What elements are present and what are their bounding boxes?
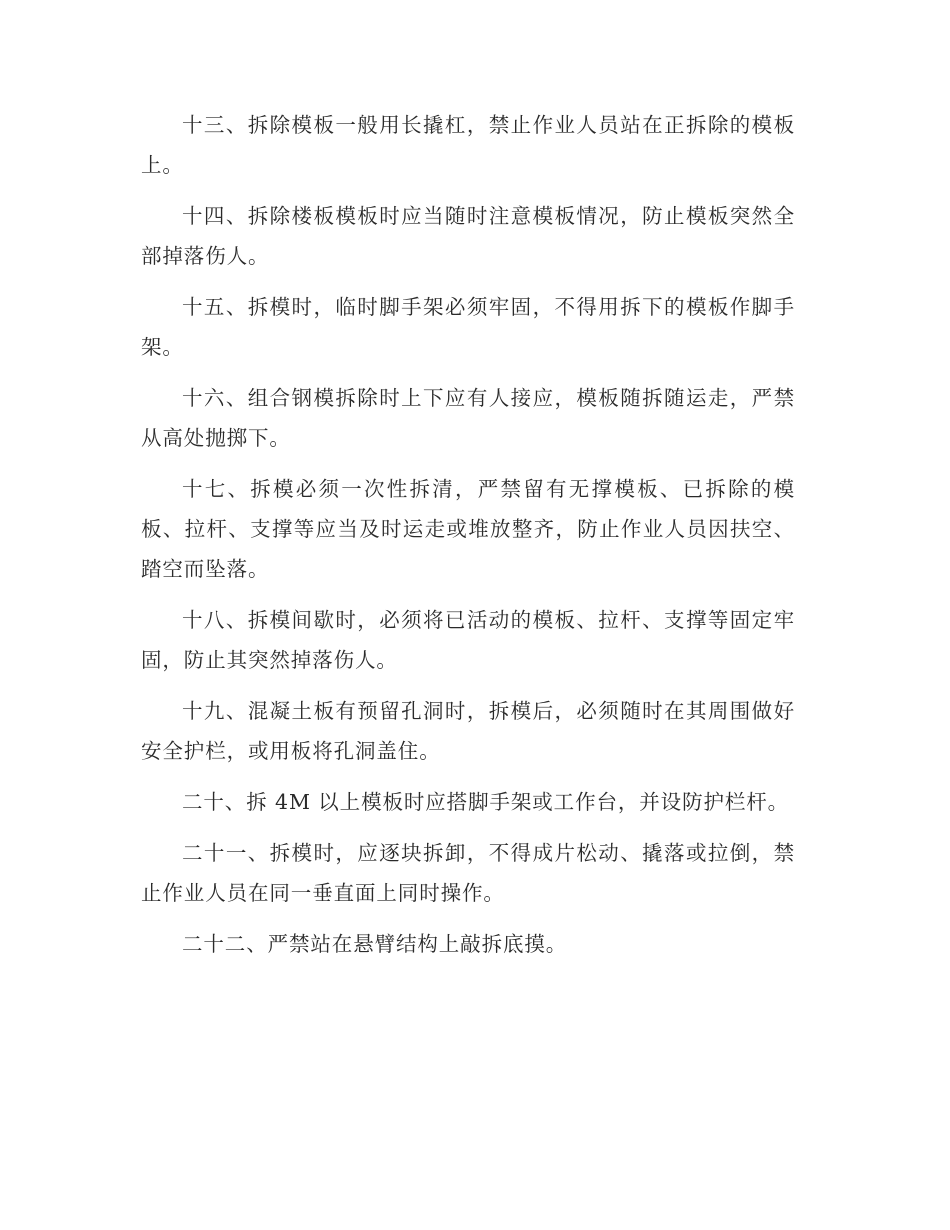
- paragraph-21: 二十一、拆模时，应逐块拆卸，不得成片松动、撬落或拉倒，禁止作业人员在同一垂直面上同时操作。: [141, 841, 795, 905]
- paragraph-22: 二十二、严禁站在悬臂结构上敲拆底摸。: [182, 932, 568, 956]
- paragraph-16: 十六、组合钢模拆除时上下应有人接应，模板随拆随运走，严禁从高处抛掷下。: [141, 386, 795, 450]
- paragraph-19: 十九、混凝土板有预留孔洞时，拆模后，必须随时在其周围做好安全护栏，或用板将孔洞盖住。: [141, 699, 795, 763]
- paragraph-15: 十五、拆模时，临时脚手架必须牢固，不得用拆下的模板作脚手架。: [141, 295, 795, 359]
- document-body: [141, 105, 795, 975]
- paragraph-18: 十八、拆模间歇时，必须将已活动的模板、拉杆、支撑等固定牢固，防止其突然掉落伤人。: [141, 608, 795, 672]
- paragraph-13: 十三、拆除模板一般用长撬杠，禁止作业人员站在正拆除的模板上。: [141, 113, 795, 177]
- paragraph-20: 二十、拆 4M 以上模板时应搭脚手架或工作台，并设防护栏杆。: [182, 790, 790, 814]
- paragraph-14: 十四、拆除楼板模板时应当随时注意模板情况，防止模板突然全部掉落伤人。: [141, 204, 795, 268]
- paragraph-17: 十七、拆模必须一次性拆清，严禁留有无撑模板、已拆除的模板、拉杆、支撑等应当及时运走或堆放整齐，防止作业人员因扶空、踏空而坠落。: [141, 477, 795, 581]
